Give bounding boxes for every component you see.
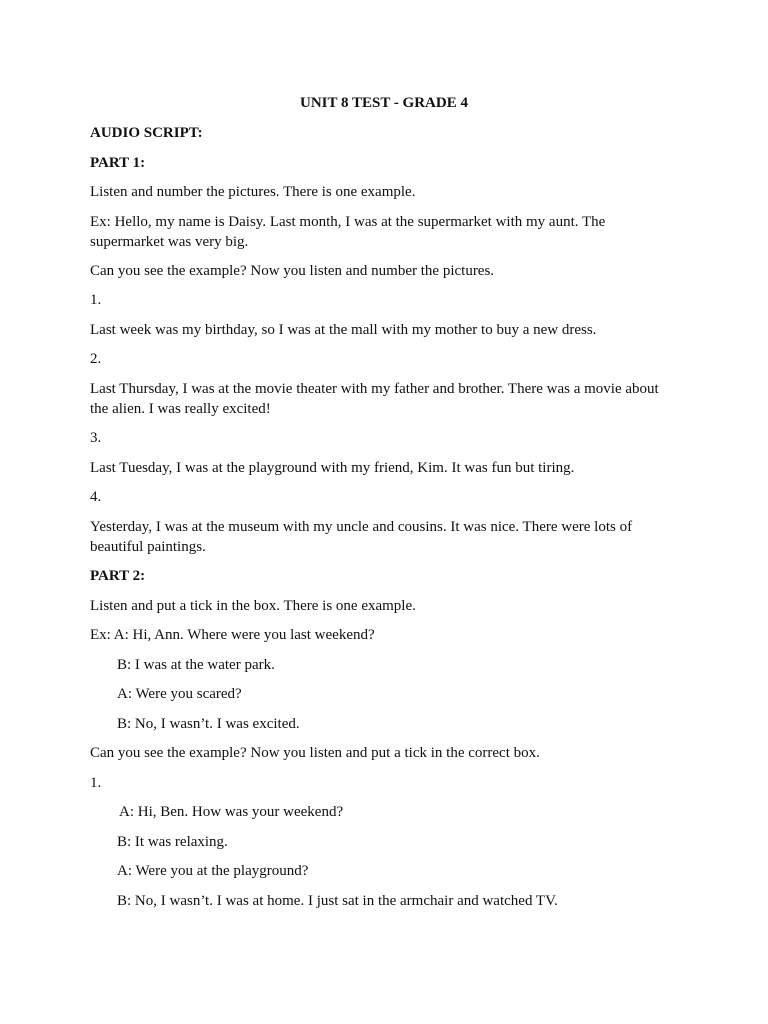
part1-item-text: Yesterday, I was at the museum with my uncle and cousins. It was nice. There were lots of beautiful paintings. bbox=[90, 519, 633, 555]
part2-example-line: A: Were you scared? bbox=[117, 686, 242, 702]
audio-script-heading: AUDIO SCRIPT: bbox=[90, 125, 203, 141]
part1-item-number: 3. bbox=[90, 430, 102, 446]
part2-example-line: Ex: A: Hi, Ann. Where were you last weekend? bbox=[90, 627, 375, 643]
part2-dialogue-line: A: Hi, Ben. How was your weekend? bbox=[119, 804, 344, 820]
part2-dialogue-line: A: Were you at the playground? bbox=[117, 863, 309, 879]
part1-item-number: 1. bbox=[90, 292, 102, 308]
part2-heading: PART 2: bbox=[90, 568, 146, 584]
part1-item-number: 2. bbox=[90, 351, 102, 367]
part2-dialogue-line: B: It was relaxing. bbox=[117, 834, 228, 850]
part1-prompt: Can you see the example? Now you listen and number the pictures. bbox=[90, 263, 495, 279]
part1-item-text: Last week was my birthday, so I was at the mall with my mother to buy a new dress. bbox=[90, 322, 597, 338]
part2-item-number: 1. bbox=[90, 775, 102, 791]
part2-example-line: B: I was at the water park. bbox=[117, 657, 275, 673]
part1-item-number: 4. bbox=[90, 489, 102, 505]
part1-item-text: Last Thursday, I was at the movie theater with my father and brother. There was a movie about the alien. I was really excited! bbox=[90, 381, 659, 417]
part1-item-text: Last Tuesday, I was at the playground with my friend, Kim. It was fun but tiring. bbox=[90, 460, 575, 476]
part2-example-line: B: No, I wasn’t. I was excited. bbox=[117, 716, 300, 732]
part2-dialogue-line: B: No, I wasn’t. I was at home. I just sat in the armchair and watched TV. bbox=[117, 893, 558, 909]
part1-instruction: Listen and number the pictures. There is one example. bbox=[90, 184, 416, 200]
part1-heading: PART 1: bbox=[90, 155, 146, 171]
page-title: UNIT 8 TEST - GRADE 4 bbox=[300, 95, 468, 111]
part1-example: Ex: Hello, my name is Daisy. Last month, I was at the supermarket with my aunt. The supermarket was very big. bbox=[90, 214, 606, 250]
part2-prompt: Can you see the example? Now you listen and put a tick in the correct box. bbox=[90, 745, 540, 761]
part2-instruction: Listen and put a tick in the box. There is one example. bbox=[90, 598, 416, 614]
